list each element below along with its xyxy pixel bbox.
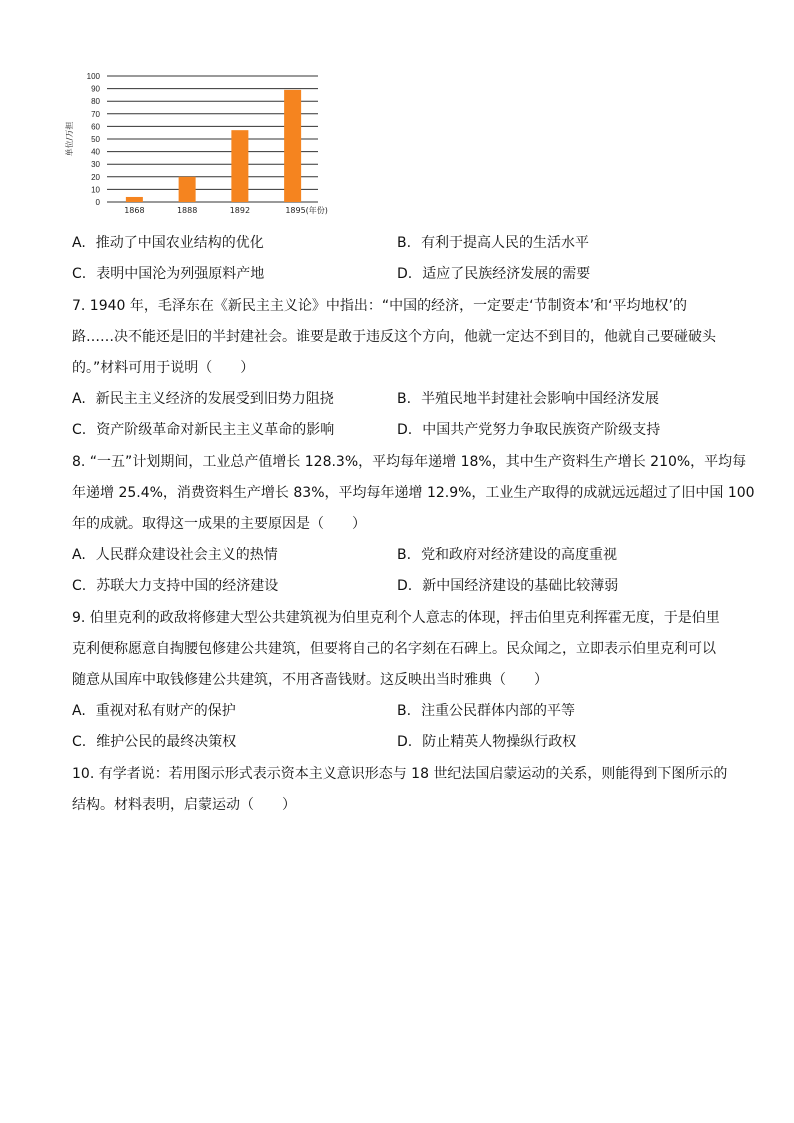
y-axis-label: 单位/万担	[65, 121, 74, 157]
x-tick-label: 1868	[124, 206, 145, 215]
y-tick-label: 0	[95, 198, 100, 207]
option-label: A.	[72, 703, 86, 719]
option-text: 中国共产党努力争取民族资产阶级支持	[422, 422, 661, 438]
q9-stem-line-1: 9. 伯里克利的政敌将修建大型公共建筑视为伯里克利个人意志的体现，抨击伯里克利挥霍无度，于是伯里	[72, 610, 720, 626]
q8-stem-line-3: 年的成就。取得这一成果的主要原因是（ ）	[72, 516, 366, 532]
q7-stem-line-3: 的。”材料可用于说明（ ）	[72, 360, 255, 376]
option-text: 新民主主义经济的发展受到旧势力阻挠	[95, 391, 334, 407]
option-label: C.	[72, 578, 87, 594]
y-tick-label: 100	[86, 72, 100, 81]
x-tick-label: 1892	[229, 206, 251, 215]
option-text: 党和政府对经济建设的高度重视	[421, 547, 618, 563]
q7-option-b[interactable]	[397, 389, 659, 409]
option-label: D.	[397, 266, 413, 282]
option-label: C.	[72, 266, 87, 282]
y-tick-label: 20	[91, 172, 100, 182]
q8-stem-line-2: 年递增 25.4%，消费资料生产增长 83%，平均每年递增 12.9%，工业生产取得的成就远远超过了旧中国 100	[72, 485, 755, 501]
y-tick-label: 30	[91, 160, 100, 170]
q7-option-d[interactable]	[397, 420, 660, 440]
q8-option-b[interactable]	[397, 545, 617, 565]
option-text: 半殖民地半封建社会影响中国经济发展	[421, 391, 660, 407]
option-text: 维护公民的最终决策权	[96, 734, 237, 750]
q9-option-b[interactable]	[397, 701, 575, 721]
q8-stem-line-1: 8. “一五”计划期间，工业总产值增长 128.3%，平均每年递增 18%，其中生产资料生产增长 210%，平均每	[72, 454, 747, 470]
option-label: D.	[397, 578, 413, 594]
option-text: 新中国经济建设的基础比较薄弱	[422, 578, 619, 594]
q6-option-c[interactable]	[72, 264, 264, 284]
q7-stem-line-2: 路……决不能还是旧的半封建社会。谁要是敢于违反这个方向，他就一定达不到目的，他就自己要碰破头	[72, 329, 716, 345]
q9-option-c[interactable]	[72, 732, 236, 752]
y-tick-label: 70	[91, 109, 100, 119]
option-text: 适应了民族经济发展的需要	[422, 266, 591, 282]
bar	[284, 90, 301, 202]
option-text: 表明中国沦为列强原料产地	[96, 266, 265, 282]
q6-option-d[interactable]	[397, 264, 590, 284]
option-label: B.	[397, 547, 412, 563]
option-text: 苏联大力支持中国的经济建设	[96, 578, 279, 594]
q10-stem-line-2: 结构。材料表明，启蒙运动（ ）	[72, 797, 296, 813]
option-text: 防止精英人物操纵行政权	[422, 734, 577, 750]
q9-option-d[interactable]	[397, 732, 576, 752]
y-tick-label: 60	[91, 122, 100, 132]
q6-option-b[interactable]	[397, 233, 589, 253]
option-text: 人民群众建设社会主义的热情	[95, 547, 278, 563]
option-label: A.	[72, 391, 86, 407]
x-tick-label: 1888	[176, 206, 198, 215]
chart-svg	[60, 64, 350, 224]
bar	[231, 130, 248, 202]
q8-option-c[interactable]	[72, 576, 278, 596]
x-tick-label: 1895(年份)	[285, 206, 328, 215]
option-text: 注重公民群体内部的平等	[421, 703, 576, 719]
q9-option-a[interactable]	[72, 701, 236, 721]
q7-option-a[interactable]	[72, 389, 334, 409]
bar	[126, 197, 143, 202]
option-text: 有利于提高人民的生活水平	[421, 235, 590, 251]
option-label: B.	[397, 703, 412, 719]
q8-option-a[interactable]	[72, 545, 278, 565]
option-label: B.	[397, 235, 412, 251]
option-label: A.	[72, 235, 86, 251]
option-label: D.	[397, 422, 413, 438]
q9-stem-line-2: 克利便称愿意自掏腰包修建公共建筑，但要将自己的名字刻在石碑上。民众闻之，立即表示伯里克利可以	[72, 641, 716, 657]
bar	[179, 177, 196, 202]
option-label: C.	[72, 734, 87, 750]
option-label: B.	[397, 391, 412, 407]
option-text: 资产阶级革命对新民主主义革命的影响	[96, 422, 335, 438]
q8-option-d[interactable]	[397, 576, 618, 596]
q6-option-a[interactable]	[72, 233, 264, 253]
q7-option-c[interactable]	[72, 420, 334, 440]
y-tick-label: 10	[91, 185, 100, 195]
y-tick-label: 80	[91, 97, 100, 107]
option-text: 推动了中国农业结构的优化	[95, 235, 264, 251]
q10-stem-line-1: 10. 有学者说：若用图示形式表示资本主义意识形态与 18 世纪法国启蒙运动的关系，则能得到下图所示的	[72, 766, 728, 782]
option-text: 重视对私有财产的保护	[95, 703, 236, 719]
option-label: A.	[72, 547, 86, 563]
option-label: C.	[72, 422, 87, 438]
bar-chart	[60, 64, 350, 224]
y-tick-label: 90	[91, 84, 100, 94]
option-label: D.	[397, 734, 413, 750]
y-tick-label: 50	[91, 135, 100, 144]
q7-stem-line-1: 7. 1940 年，毛泽东在《新民主主义论》中指出：“中国的经济，一定要走‘节制资本’和‘平均地权’的	[72, 298, 687, 314]
y-tick-label: 40	[91, 147, 100, 157]
q9-stem-line-3: 随意从国库中取钱修建公共建筑，不用吝啬钱财。这反映出当时雅典（ ）	[72, 672, 548, 688]
